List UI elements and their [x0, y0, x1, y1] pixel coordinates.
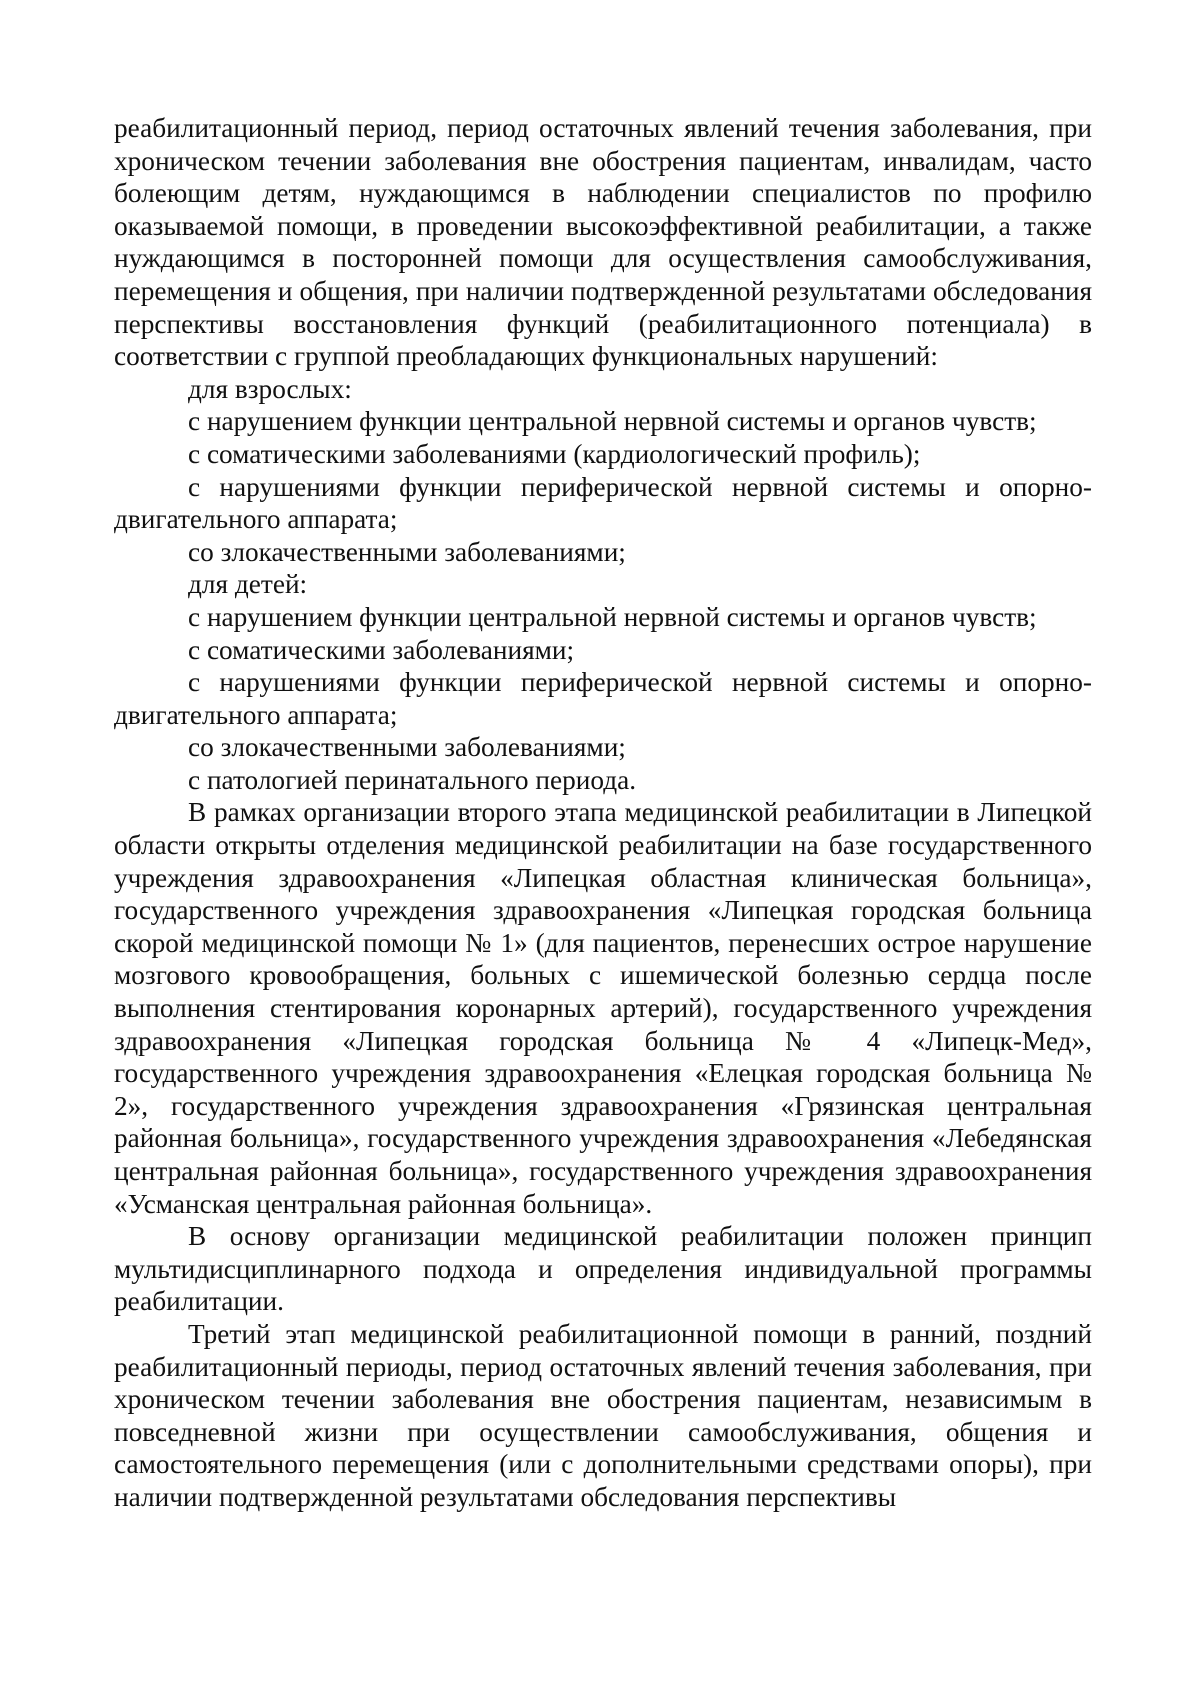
list-item: с нарушением функции центральной нервной системы и органов чувств;: [188, 406, 1037, 437]
list-item: с нарушениями функции периферической нервной системы и опорно-двигательного аппарата;: [114, 471, 1092, 535]
list-item: с нарушениями функции периферической нервной системы и опорно-двигательного аппарата;: [114, 667, 1092, 730]
list-item: с патологией перинатального периода.: [188, 764, 637, 795]
paragraph: В основу организации медицинской реабилитации положен принцип мультидисциплинарного подхода и определения индивидуальной программы реабилитации.: [114, 1221, 1092, 1317]
list-item: с соматическими заболеваниями (кардиологический профиль);: [188, 438, 921, 469]
paragraph: В рамках организации второго этапа медицинской реабилитации в Липецкой области открыты отделения медицинской реабилитации на базе государственного учреждения здравоохранения «Липецкая областная клиническая больница», государственного учреждения здравоохранения «Липецкая городская больница скорой медицинской помощи № 1» (для пациентов, перенесших острое нарушение мозгового кровообращения, больных с ишемической болезнью сердца после выполнения стентирования коронарных артерий), государственного учреждения здравоохранения «Липецкая городская больница № 4 «Липецк-Мед», государственного учреждения здравоохранения «Елецкая городская больница № 2», государственного учреждения здравоохранения «Грязинская центральная районная больница», государственного учреждения здравоохранения «Лебедянская центральная районная больница», государственного учреждения здравоохранения «Усманская центральная районная больница».: [114, 797, 1092, 1219]
document-body: [114, 112, 1092, 1514]
list-heading-children: для детей:: [188, 569, 308, 600]
list-heading-adults: для взрослых:: [188, 373, 352, 404]
paragraph: реабилитационный период, период остаточных явлений течения заболевания, при хроническом течении заболевания вне обострения пациентам, инвалидам, часто болеющим детям, нуждающимся в наблюдении специалистов по профилю оказываемой помощи, в проведении высокоэффективной реабилитации, а также нуждающимся в посторонней помощи для осуществления самообслуживания, перемещения и общения, при наличии подтвержденной результатами обследования перспективы восстановления функций (реабилитационного потенциала) в соответствии с группой преобладающих функциональных нарушений:: [114, 113, 1092, 372]
list-item: со злокачественными заболеваниями;: [188, 732, 626, 763]
list-item: с нарушением функции центральной нервной системы и органов чувств;: [188, 601, 1037, 632]
paragraph: Третий этап медицинской реабилитационной помощи в ранний, поздний реабилитационный периоды, период остаточных явлений течения заболевания, при хроническом течении заболевания вне обострения пациентам, независимым в повседневной жизни при осуществлении самообслуживания, общения и самостоятельного перемещения (или с дополнительными средствами опоры), при наличии подтвержденной результатами обследования перспективы: [114, 1318, 1092, 1512]
list-item: с соматическими заболеваниями;: [188, 634, 575, 665]
list-item: со злокачественными заболеваниями;: [188, 536, 626, 567]
